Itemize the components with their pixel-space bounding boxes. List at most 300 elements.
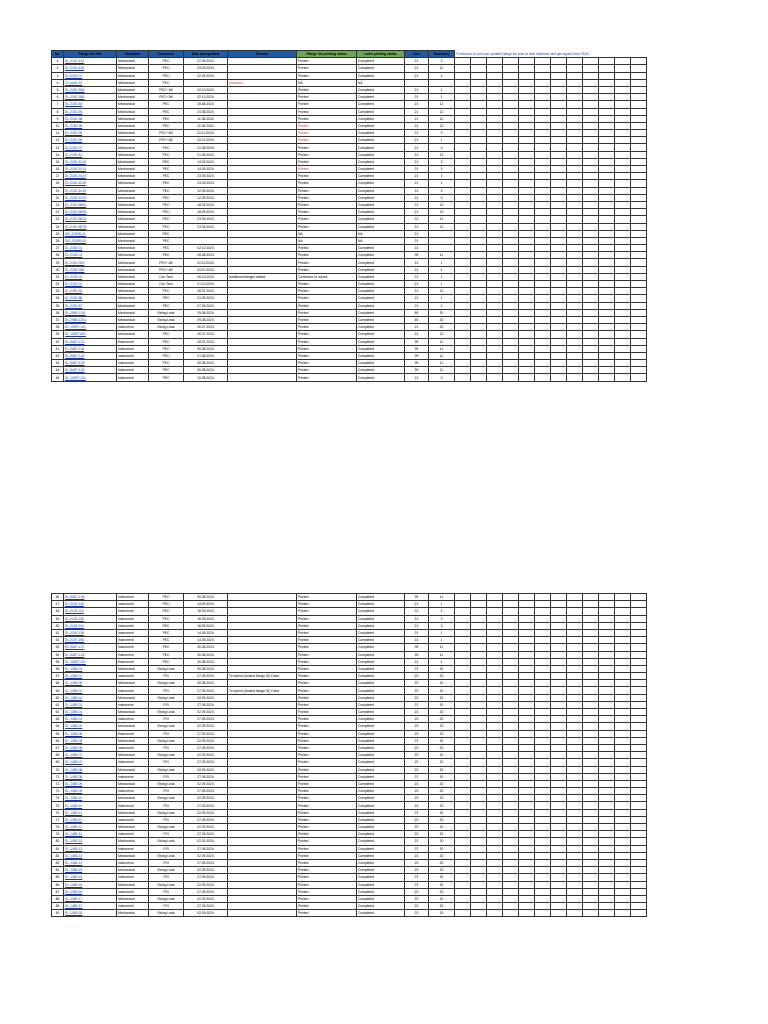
empty-cell: [487, 680, 503, 687]
empty-cell: [455, 744, 471, 751]
label-status-cell: Completed: [357, 687, 405, 694]
flange-list-link[interactable]: EL-1485-17: [64, 895, 117, 902]
flange-list-link[interactable]: EL-1089T-101: [64, 658, 117, 665]
boundary-cell: 1: [429, 637, 455, 644]
remark-cell: Unissued: [228, 79, 297, 86]
boundary-cell: 12: [429, 65, 455, 72]
empty-cell: [631, 824, 647, 831]
empty-cell: [631, 716, 647, 723]
label-status-cell: Completed: [357, 637, 405, 644]
flange-list-link[interactable]: EL-1485-11: [64, 809, 117, 816]
flange-list-link[interactable]: EL-1485-01: [64, 716, 117, 723]
empty-cell: [551, 608, 567, 615]
label-status-cell: Completed: [357, 744, 405, 751]
empty-cell: [455, 795, 471, 802]
empty-cell: [599, 115, 615, 122]
empty-cell: [503, 788, 519, 795]
remark-cell: [228, 622, 297, 629]
empty-cell: [503, 187, 519, 194]
date-cell: 02.10.2024: [184, 137, 228, 144]
flange-list-link[interactable]: EL-2150-70: [64, 144, 117, 151]
flange-list-link[interactable]: To come-15: [64, 79, 117, 86]
flange-list-link[interactable]: EL-2150-587A: [64, 216, 117, 223]
flange-list-link[interactable]: EL-5A8T-128: [64, 651, 117, 658]
flange-list-link[interactable]: EL-1485-13: [64, 838, 117, 845]
printing-status-cell: Printed: [297, 816, 357, 823]
printing-status-cell: Printed: [297, 144, 357, 151]
flange-list-link[interactable]: EL-2985-1201: [64, 316, 117, 323]
empty-cell: [471, 788, 487, 795]
empty-cell: [455, 816, 471, 823]
flange-list-link[interactable]: EL-5A8T-127: [64, 644, 117, 651]
flange-list-link[interactable]: EL-1485-13: [64, 845, 117, 852]
empty-cell: [583, 831, 599, 838]
contractor-cell: PEC: [149, 223, 184, 230]
empty-cell: [455, 324, 471, 331]
empty-cell: [535, 903, 551, 910]
row-number: 85: [52, 874, 64, 881]
empty-cell: [615, 352, 631, 359]
remark-cell: [228, 65, 297, 72]
row-number: 1: [52, 58, 64, 65]
flange-list-link[interactable]: EL-1089T-101: [64, 374, 117, 381]
flange-list-link[interactable]: EL-1089T-801: [64, 331, 117, 338]
label-status-cell: Completed: [357, 838, 405, 845]
header-unit: Unit: [405, 51, 429, 58]
discipline-cell: Instrument: [117, 338, 149, 345]
empty-cell: [519, 759, 535, 766]
empty-cell: [487, 615, 503, 622]
empty-cell: [583, 910, 599, 917]
flange-list-link[interactable]: EL-2150-01: [64, 72, 117, 79]
flange-list-link[interactable]: EL-1485-01: [64, 687, 117, 694]
empty-cell: [487, 601, 503, 608]
date-cell: 27.09.2024: [184, 701, 228, 708]
empty-cell: [455, 252, 471, 259]
empty-cell: [551, 888, 567, 895]
flange-list-link[interactable]: EL-1485-08: [64, 773, 117, 780]
flange-list-link[interactable]: EL-5A8T-123: [64, 338, 117, 345]
label-status-cell: Completed: [357, 288, 405, 295]
unit-cell: 99: [405, 352, 429, 359]
discipline-cell: Mechanical: [117, 158, 149, 165]
row-number: 3: [52, 72, 64, 79]
flange-list-link[interactable]: EL-2150-1024: [64, 173, 117, 180]
unit-cell: 21: [405, 615, 429, 622]
flange-list-link[interactable]: EL-2150-1015: [64, 158, 117, 165]
flange-list-link[interactable]: EL-1485-11: [64, 816, 117, 823]
flange-list-link[interactable]: EL-1485-18: [64, 910, 117, 917]
flange-list-link[interactable]: EL-2118-208: [64, 615, 117, 622]
header-remark: Remark: [228, 51, 297, 58]
discipline-cell: Mechanical: [117, 122, 149, 129]
empty-cell: [503, 194, 519, 201]
flange-list-link[interactable]: EL-1485-12: [64, 824, 117, 831]
row-number: 24: [52, 223, 64, 230]
flange-list-link[interactable]: EL-1089T-101: [64, 324, 117, 331]
empty-cell: [599, 72, 615, 79]
empty-cell: [471, 859, 487, 866]
empty-cell: [519, 859, 535, 866]
contractor-cell: Elsing Leak: [149, 324, 184, 331]
table-row: [52, 838, 647, 845]
label-status-cell: Completed: [357, 608, 405, 615]
empty-cell: [455, 194, 471, 201]
boundary-cell: 1: [429, 295, 455, 302]
flange-list-link[interactable]: EL-2150-36: [64, 122, 117, 129]
printing-status-cell: Printed: [297, 709, 357, 716]
unit-cell: 21: [405, 273, 429, 280]
empty-cell: [455, 709, 471, 716]
empty-cell: [519, 58, 535, 65]
row-number: 66: [52, 737, 64, 744]
date-cell: 30.08.2024: [184, 360, 228, 367]
empty-cell: [599, 130, 615, 137]
unit-cell: 21: [405, 374, 429, 381]
empty-cell: [551, 367, 567, 374]
row-number: 5: [52, 86, 64, 93]
contractor-cell: Elsing Leak: [149, 809, 184, 816]
flange-list-link[interactable]: EL-2180-01: [64, 245, 117, 252]
empty-cell: [615, 644, 631, 651]
discipline-cell: Mechanical: [117, 288, 149, 295]
empty-cell: [567, 644, 583, 651]
flange-list-link[interactable]: EL-2150-580A: [64, 201, 117, 208]
flange-list-link[interactable]: EL-2150-39B: [64, 266, 117, 273]
empty-cell: [535, 709, 551, 716]
flange-list-link[interactable]: SID-2150B-04: [64, 237, 117, 244]
empty-cell: [455, 101, 471, 108]
flange-list-link[interactable]: EL-1485-10: [64, 795, 117, 802]
empty-cell: [487, 216, 503, 223]
flange-list-link[interactable]: EL-2118-128: [64, 601, 117, 608]
contractor-cell: PEC: [149, 338, 184, 345]
boundary-cell: 11: [429, 594, 455, 601]
empty-cell: [631, 245, 647, 252]
empty-cell: [455, 151, 471, 158]
flange-list-link[interactable]: EL-1485-14: [64, 852, 117, 859]
printing-status-cell: Printed: [297, 223, 357, 230]
table-row: [52, 831, 647, 838]
empty-cell: [471, 629, 487, 636]
flange-list-link[interactable]: EL-2150-38: [64, 115, 117, 122]
empty-cell: [519, 694, 535, 701]
empty-cell: [535, 816, 551, 823]
flange-list-link[interactable]: EL-1485-16: [64, 888, 117, 895]
flange-list-link[interactable]: EL-2150-39A: [64, 86, 117, 93]
boundary-cell: 1: [429, 601, 455, 608]
table-row: [52, 723, 647, 730]
flange-list-link[interactable]: EL-1485-07: [64, 752, 117, 759]
empty-cell: [455, 345, 471, 352]
flange-list-link[interactable]: EL-1485-17: [64, 903, 117, 910]
empty-cell: [471, 759, 487, 766]
discipline-cell: Instrument: [117, 594, 149, 601]
empty-cell: [567, 130, 583, 137]
flange-list-link[interactable]: EL-2118-116: [64, 608, 117, 615]
flange-list-link[interactable]: EL-1485-14: [64, 859, 117, 866]
flange-list-link[interactable]: EL-2150-1028: [64, 180, 117, 187]
row-number: 65: [52, 730, 64, 737]
empty-cell: [455, 867, 471, 874]
empty-cell: [567, 651, 583, 658]
flange-list-link[interactable]: EL-1485-08: [64, 766, 117, 773]
flange-list-link[interactable]: EL-1485-15: [64, 867, 117, 874]
boundary-cell: 20: [429, 780, 455, 787]
flange-list-link[interactable]: EL-2150-26: [64, 108, 117, 115]
empty-cell: [583, 245, 599, 252]
empty-cell: [631, 752, 647, 759]
flange-list-link[interactable]: EL-1485-06: [64, 744, 117, 751]
flange-list-link[interactable]: EL-1485-05: [64, 730, 117, 737]
empty-cell: [535, 367, 551, 374]
remark-cell: [228, 788, 297, 795]
date-cell: 23.09.2024: [184, 65, 228, 72]
flange-list-link[interactable]: EL-2150-124: [64, 58, 117, 65]
row-number: 57: [52, 673, 64, 680]
row-number: 39: [52, 331, 64, 338]
empty-cell: [631, 802, 647, 809]
empty-cell: [455, 108, 471, 115]
label-status-cell: Completed: [357, 780, 405, 787]
flange-list-link[interactable]: EL-2150-41: [64, 151, 117, 158]
date-cell: 27.09.2024: [184, 845, 228, 852]
empty-cell: [455, 802, 471, 809]
label-status-cell: Completed: [357, 723, 405, 730]
empty-cell: [455, 230, 471, 237]
empty-cell: [535, 881, 551, 888]
empty-cell: [519, 144, 535, 151]
empty-cell: [615, 795, 631, 802]
empty-cell: [535, 259, 551, 266]
empty-cell: [471, 86, 487, 93]
date-cell: 27.09.2024: [184, 874, 228, 881]
flange-list-link[interactable]: EL-1485-15: [64, 874, 117, 881]
flange-list-link[interactable]: EL-2150-34: [64, 288, 117, 295]
flange-list-link[interactable]: EL-2150-35: [64, 137, 117, 144]
empty-cell: [615, 194, 631, 201]
remark-cell: [228, 852, 297, 859]
printing-status-cell: Printed: [297, 367, 357, 374]
empty-cell: [535, 237, 551, 244]
empty-cell: [551, 658, 567, 665]
flange-list-link[interactable]: EL-1485-10: [64, 802, 117, 809]
flange-list-link[interactable]: EL-5A8T-118: [64, 345, 117, 352]
flange-list-link[interactable]: EL-2150-1014: [64, 166, 117, 173]
remark-cell: [228, 845, 297, 852]
unit-cell: 21: [405, 130, 429, 137]
empty-cell: [567, 316, 583, 323]
date-cell: 18.09.2024: [184, 201, 228, 208]
flange-list-link[interactable]: EL-2190-01: [64, 281, 117, 288]
table-row: [52, 115, 647, 122]
flange-list-link[interactable]: EL-1485-01: [64, 694, 117, 701]
flange-list-link[interactable]: EL-2150-587B: [64, 223, 117, 230]
printing-status-cell: Printed: [297, 687, 357, 694]
label-status-cell: Completed: [357, 694, 405, 701]
flange-list-link[interactable]: EL-1485-01: [64, 673, 117, 680]
empty-cell: [519, 701, 535, 708]
empty-cell: [631, 637, 647, 644]
flange-list-link[interactable]: EL-2150-87: [64, 302, 117, 309]
empty-cell: [583, 637, 599, 644]
empty-cell: [471, 101, 487, 108]
boundary-cell: 11: [429, 252, 455, 259]
flange-list-link[interactable]: SID-2150B-01: [64, 230, 117, 237]
flange-list-link[interactable]: EL-1485-12: [64, 831, 117, 838]
empty-cell: [455, 223, 471, 230]
contractor-cell: PEC: [149, 601, 184, 608]
table-row: [52, 288, 647, 295]
flange-list-link[interactable]: EL-2150-580B: [64, 209, 117, 216]
flange-list-link[interactable]: EL-2985-1101: [64, 309, 117, 316]
empty-cell: [471, 187, 487, 194]
empty-cell: [535, 338, 551, 345]
contractor-cell: PSI: [149, 701, 184, 708]
flange-list-link[interactable]: EL-1485-01: [64, 709, 117, 716]
empty-cell: [455, 852, 471, 859]
flange-list-link[interactable]: EL-2157-196: [64, 637, 117, 644]
empty-cell: [519, 730, 535, 737]
empty-cell: [583, 324, 599, 331]
unit-cell: 22: [405, 780, 429, 787]
date-cell: 02.09.2024: [184, 824, 228, 831]
empty-cell: [583, 644, 599, 651]
flange-list-link[interactable]: EL-2150-125: [64, 65, 117, 72]
flange-list-link[interactable]: EL-2184-01: [64, 252, 117, 259]
table-row: [52, 173, 647, 180]
empty-cell: [487, 888, 503, 895]
empty-cell: [631, 903, 647, 910]
unit-cell: 22: [405, 759, 429, 766]
discipline-cell: Mechanical: [117, 331, 149, 338]
row-number: 4: [52, 79, 64, 86]
empty-cell: [471, 766, 487, 773]
flange-list-link[interactable]: EL-1485-01: [64, 701, 117, 708]
date-cell: 21.09.2024: [184, 295, 228, 302]
empty-cell: [551, 752, 567, 759]
flange-list-link[interactable]: EL-2150-39B: [64, 94, 117, 101]
date-cell: 28.08.2024: [184, 252, 228, 259]
empty-cell: [471, 194, 487, 201]
label-status-cell: Completed: [357, 802, 405, 809]
empty-cell: [471, 72, 487, 79]
printing-status-cell: Printed: [297, 316, 357, 323]
printing-status-cell: Printed: [297, 766, 357, 773]
flange-list-link[interactable]: EL-1485-06: [64, 680, 117, 687]
boundary-cell: [429, 230, 455, 237]
label-status-cell: Completed: [357, 273, 405, 280]
flange-list-link[interactable]: EL-5A8T-124: [64, 352, 117, 359]
empty-cell: [567, 615, 583, 622]
empty-cell: [471, 881, 487, 888]
empty-cell: [615, 910, 631, 917]
flange-list-link[interactable]: EL-2150-36: [64, 130, 117, 137]
unit-cell: 22: [405, 737, 429, 744]
flange-list-link[interactable]: EL-1485-09: [64, 780, 117, 787]
discipline-cell: Instrument: [117, 374, 149, 381]
flange-list-link[interactable]: EL-1485-02: [64, 723, 117, 730]
flange-list-link[interactable]: EL-2118-104: [64, 622, 117, 629]
printing-status-cell: Contractor to reprint: [297, 273, 357, 280]
empty-cell: [551, 824, 567, 831]
discipline-cell: Mechanical: [117, 151, 149, 158]
flange-list-link[interactable]: EL-2190-01: [64, 273, 117, 280]
unit-cell: 22: [405, 845, 429, 852]
empty-cell: [599, 608, 615, 615]
row-number: 83: [52, 859, 64, 866]
empty-cell: [535, 874, 551, 881]
flange-list-link[interactable]: EL-5A8T-125: [64, 360, 117, 367]
printing-status-cell: Printed: [297, 615, 357, 622]
flange-list-link[interactable]: EL-2118-136: [64, 629, 117, 636]
empty-cell: [631, 594, 647, 601]
unit-cell: 21: [405, 209, 429, 216]
empty-cell: [519, 223, 535, 230]
label-status-cell: Completed: [357, 360, 405, 367]
flange-list-link[interactable]: EL-2150-1019: [64, 194, 117, 201]
table-row: [52, 687, 647, 694]
table-row: [52, 903, 647, 910]
empty-cell: [551, 903, 567, 910]
flange-list-link[interactable]: EL-2150-39A: [64, 259, 117, 266]
flange-list-link[interactable]: EL-2150-88: [64, 295, 117, 302]
discipline-cell: Mechanical: [117, 273, 149, 280]
flange-list-link[interactable]: EL-1485-16: [64, 881, 117, 888]
empty-cell: [471, 273, 487, 280]
date-cell: 27.09.2024: [184, 831, 228, 838]
date-cell: 02.10.2024: [184, 86, 228, 93]
table-row: [52, 773, 647, 780]
empty-cell: [535, 187, 551, 194]
discipline-cell: Instrument: [117, 730, 149, 737]
flange-list-link[interactable]: EL-1485-01: [64, 665, 117, 672]
discipline-cell: Mechanical: [117, 144, 149, 151]
contractor-cell: PEC: [149, 158, 184, 165]
empty-cell: [567, 852, 583, 859]
empty-cell: [519, 281, 535, 288]
empty-cell: [631, 79, 647, 86]
flange-list-link[interactable]: EL-2150-1015: [64, 187, 117, 194]
remark-cell: [228, 744, 297, 751]
remark-cell: [228, 180, 297, 187]
flange-list-link[interactable]: EL-2150-48: [64, 101, 117, 108]
label-status-cell: Completed: [357, 65, 405, 72]
unit-cell: 21: [405, 115, 429, 122]
empty-cell: [471, 594, 487, 601]
discipline-cell: Mechanical: [117, 216, 149, 223]
empty-cell: [535, 895, 551, 902]
empty-cell: [615, 58, 631, 65]
empty-cell: [535, 809, 551, 816]
empty-cell: [567, 673, 583, 680]
date-cell: 14.09.2024: [184, 158, 228, 165]
flange-list-link[interactable]: EL-5A8T-136: [64, 594, 117, 601]
flange-list-link[interactable]: EL-5A8T-126: [64, 367, 117, 374]
empty-cell: [535, 845, 551, 852]
boundary-cell: 1: [429, 302, 455, 309]
printing-status-cell: Printed: [297, 194, 357, 201]
empty-cell: [535, 201, 551, 208]
flange-list-link[interactable]: EL-1485-07: [64, 759, 117, 766]
unit-cell: 99: [405, 360, 429, 367]
flange-list-link[interactable]: EL-1485-09: [64, 788, 117, 795]
empty-cell: [535, 230, 551, 237]
empty-cell: [535, 86, 551, 93]
flange-list-link[interactable]: EL-1485-06: [64, 737, 117, 744]
printing-status-cell: Printed: [297, 309, 357, 316]
empty-cell: [583, 58, 599, 65]
